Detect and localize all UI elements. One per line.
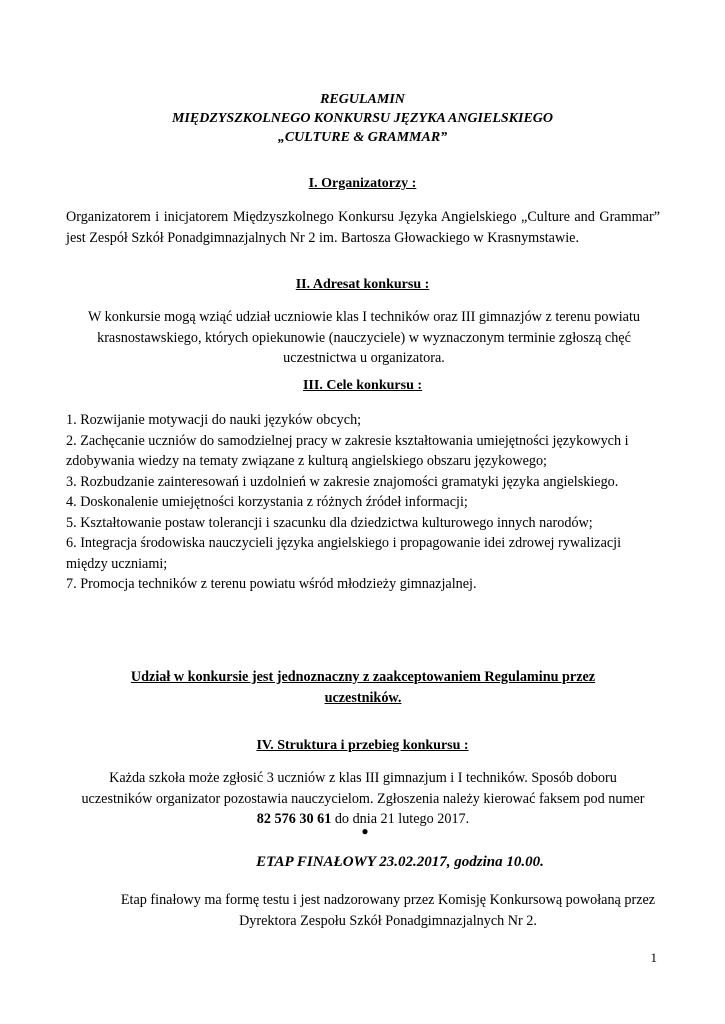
section-3-heading: III. Cele konkursu : bbox=[302, 378, 423, 393]
goal-item-3: 3. Rozbudzanie zainteresowań i uzdolnień w zakresie znajomości gramatyki języka angielskiego. bbox=[66, 473, 619, 490]
final-stage-text: Etap finałowy ma formę testu i jest nadzorowany przez Komisję Konkursową powołaną przez Dyrektora Zespołu Szkół Ponadgimnazjalnych Nr 2. bbox=[120, 892, 656, 929]
goals-list bbox=[66, 410, 656, 595]
goal-item-2: 2. Zachęcanie uczniów do samodzielnej pracy w zakresie kształtowania umiejętności językowych i zdobywania wiedzy na tematy związane z kulturą angielskiego obszaru językowego; bbox=[66, 432, 629, 469]
section-4-heading: IV. Struktura i przebieg konkursu : bbox=[256, 738, 469, 753]
goal-item-6: 6. Integracja środowiska nauczycieli języka angielskiego i propagowanie idei zdrowej rywalizacji między uczniami; bbox=[66, 535, 622, 572]
document-title bbox=[60, 90, 665, 147]
goal-item-5: 5. Kształtowanie postaw tolerancji i szacunku dla dziedzictwa kulturowego innych narodów; bbox=[66, 514, 593, 531]
title-line-1: REGULAMIN bbox=[320, 92, 405, 107]
goal-item-4: 4. Doskonalenie umiejętności korzystania z różnych źródeł informacji; bbox=[66, 494, 468, 510]
section-1-heading: I. Organizatorzy : bbox=[308, 176, 417, 191]
goal-item-7: 7. Promocja techników z terenu powiatu wśród młodzieży gimnazjalnej. bbox=[66, 576, 477, 592]
goal-item-1: 1. Rozwijanie motywacji do nauki języków obcych; bbox=[66, 412, 362, 428]
fax-number: 82 576 30 61 bbox=[256, 811, 332, 827]
bullet-icon: ● bbox=[361, 824, 369, 838]
section-1-text: Organizatorem i inicjatorem Międzyszkolnego Konkursu Języka Angielskiego „Culture and Grammar” jest Zespół Szkół Ponadgimnazjalnych Nr 2 im. Bartosza Głowackiego w Krasnymstawie. bbox=[66, 209, 660, 246]
section-4-text-after: do dnia 21 lutego 2017. bbox=[331, 811, 470, 827]
page-number: 1 bbox=[650, 950, 657, 965]
section-2-text: W konkursie mogą wziąć udział uczniowie klas I techników oraz III gimnazjów z terenu powiatu krasnostawskiego, których opiekunowie (nauczyciele) w wyznaczonym terminie zgłoszą chęć uczestnictwa u organizatora. bbox=[87, 309, 641, 366]
participation-notice: Udział w konkursie jest jednoznaczny z zaakceptowaniem Regulaminu przez uczestników. bbox=[130, 669, 596, 706]
section-2-heading: II. Adresat konkursu : bbox=[295, 277, 430, 292]
final-stage-heading: ETAP FINAŁOWY 23.02.2017, godzina 10.00. bbox=[256, 854, 544, 870]
title-line-2: MIĘDZYSZKOLNEGO KONKURSU JĘZYKA ANGIELSKIEGO bbox=[171, 111, 554, 126]
title-line-3: „CULTURE & GRAMMAR” bbox=[277, 130, 448, 145]
section-4-text-before: Każda szkoła może zgłosić 3 uczniów z klas III gimnazjum i I techników. Sposób doboru uczestników organizator pozostawia nauczycielom. Zgłoszenia należy kierować faksem pod numer bbox=[81, 770, 645, 807]
section-4-text bbox=[80, 768, 646, 830]
